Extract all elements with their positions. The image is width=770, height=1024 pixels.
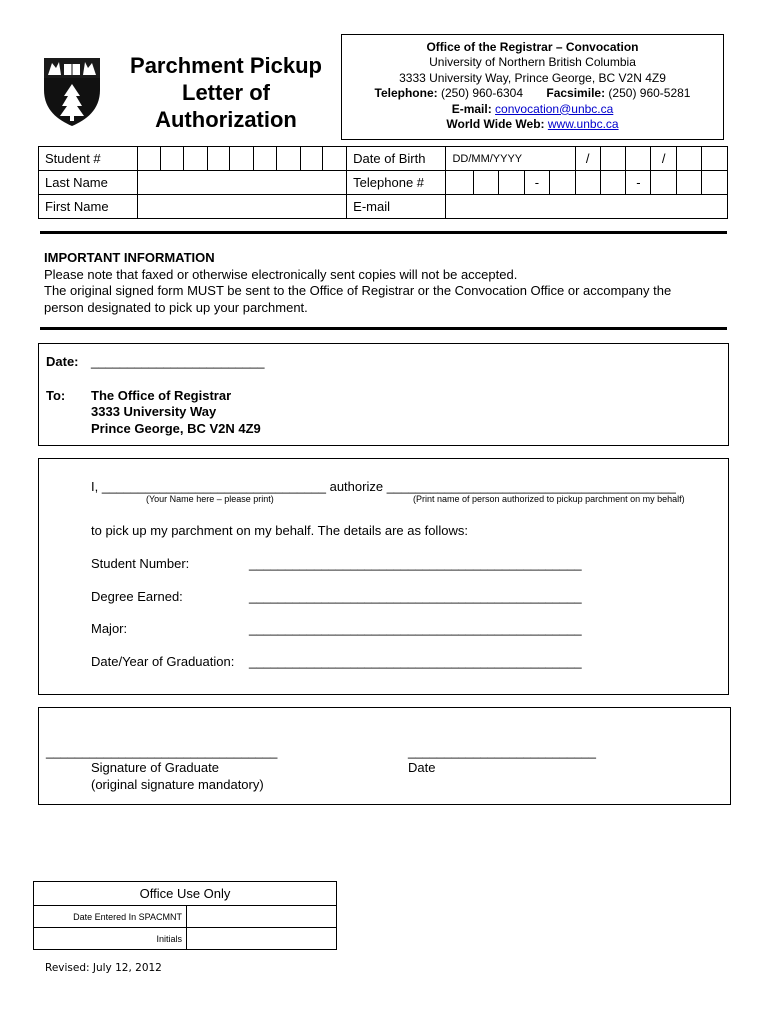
address-block bbox=[38, 343, 729, 446]
student-number-cell[interactable] bbox=[276, 147, 300, 171]
email-field-label: E-mail bbox=[347, 195, 446, 219]
dob-cell[interactable] bbox=[677, 147, 702, 171]
phone-separator: - bbox=[626, 171, 651, 195]
recipient-line: The Office of Registrar bbox=[91, 388, 232, 403]
student-number-cell[interactable] bbox=[138, 147, 161, 171]
signature-line[interactable]: ________________________________ bbox=[46, 744, 278, 759]
web-link[interactable]: www.unbc.ca bbox=[547, 117, 619, 132]
phone-cell[interactable] bbox=[499, 171, 525, 195]
last-name-label: Last Name bbox=[39, 171, 138, 195]
office-use-heading: Office Use Only bbox=[34, 882, 337, 906]
email-line bbox=[342, 102, 723, 117]
signature-block bbox=[38, 707, 731, 805]
dob-cell[interactable] bbox=[701, 147, 727, 171]
phone-separator: - bbox=[525, 171, 550, 195]
email-field[interactable] bbox=[446, 195, 728, 219]
signature-note: (original signature mandatory) bbox=[91, 777, 264, 792]
to-label: To: bbox=[46, 388, 66, 403]
fax-value: (250) 960-5281 bbox=[608, 86, 691, 101]
date-label: Date: bbox=[46, 354, 79, 369]
phone-cell[interactable] bbox=[701, 171, 727, 195]
recipient-line: Prince George, BC V2N 4Z9 bbox=[91, 421, 261, 436]
dob-format-hint[interactable]: DD/MM/YYYY bbox=[446, 147, 575, 171]
phone-cell[interactable] bbox=[651, 171, 677, 195]
student-number-detail-line[interactable]: ______________________________________________ bbox=[249, 556, 582, 571]
university-shield-icon bbox=[42, 56, 102, 128]
telephone-label: Telephone: bbox=[374, 86, 438, 101]
date-of-birth-label: Date of Birth bbox=[347, 147, 446, 171]
major-detail-label: Major: bbox=[91, 621, 128, 636]
graduation-detail-label: Date/Year of Graduation: bbox=[91, 654, 235, 669]
phone-cell[interactable] bbox=[600, 171, 626, 195]
important-line: person designated to pick up your parchment. bbox=[44, 299, 308, 315]
last-name-field[interactable] bbox=[138, 171, 347, 195]
first-name-label: First Name bbox=[39, 195, 138, 219]
authorize-text: authorize bbox=[325, 479, 387, 494]
student-number-cell[interactable] bbox=[230, 147, 254, 171]
office-use-table bbox=[33, 881, 337, 950]
initials-label: Initials bbox=[34, 928, 187, 950]
contact-info-box bbox=[341, 34, 724, 140]
degree-detail-label: Degree Earned: bbox=[91, 589, 183, 604]
title-line-2: Letter of bbox=[182, 80, 270, 105]
email-link[interactable]: convocation@unbc.ca bbox=[495, 101, 614, 116]
student-number-cell[interactable] bbox=[323, 147, 347, 171]
personal-info-grid bbox=[38, 146, 728, 219]
details-intro: to pick up my parchment on my behalf. The details are as follows: bbox=[91, 523, 468, 538]
authorization-sentence bbox=[91, 479, 676, 495]
page-title bbox=[112, 52, 340, 133]
i-prefix: I, bbox=[91, 479, 102, 494]
student-number-cell[interactable] bbox=[254, 147, 277, 171]
divider bbox=[40, 231, 727, 234]
important-line: The original signed form MUST be sent to the Office of Registrar or the Convocation Office or accompany the bbox=[44, 283, 672, 298]
dob-cell[interactable] bbox=[600, 147, 626, 171]
office-address: 3333 University Way, Prince George, BC V2N 4Z9 bbox=[399, 70, 666, 85]
authorization-block bbox=[38, 458, 729, 695]
important-information bbox=[44, 250, 724, 316]
university-name: University of Northern British Columbia bbox=[429, 55, 636, 70]
signature-date-line[interactable]: __________________________ bbox=[408, 744, 596, 759]
signature-label: Signature of Graduate bbox=[91, 760, 219, 775]
initials-field[interactable] bbox=[187, 928, 337, 950]
phone-cell[interactable] bbox=[474, 171, 499, 195]
telephone-label-field: Telephone # bbox=[347, 171, 446, 195]
phone-cell[interactable] bbox=[575, 171, 600, 195]
email-label: E-mail: bbox=[451, 101, 492, 116]
authorized-person-line[interactable]: ________________________________________ bbox=[386, 479, 676, 494]
date-entered-field[interactable] bbox=[187, 906, 337, 928]
web-line bbox=[342, 117, 723, 132]
signature-date-label: Date bbox=[408, 760, 436, 775]
graduation-detail-line[interactable]: ______________________________________________ bbox=[249, 654, 582, 669]
dob-separator: / bbox=[651, 147, 677, 171]
phone-cell[interactable] bbox=[446, 171, 474, 195]
student-number-cell[interactable] bbox=[183, 147, 207, 171]
phone-cell[interactable] bbox=[549, 171, 575, 195]
important-line: Please note that faxed or otherwise electronically sent copies will not be accepted. bbox=[44, 266, 518, 282]
student-number-label: Student # bbox=[39, 147, 138, 171]
your-name-hint: (Your Name here – please print) bbox=[146, 494, 274, 504]
revision-date: Revised: July 12, 2012 bbox=[45, 962, 162, 974]
first-name-field[interactable] bbox=[138, 195, 347, 219]
degree-detail-line[interactable]: ______________________________________________ bbox=[249, 589, 582, 604]
date-line[interactable]: ________________________ bbox=[91, 354, 265, 369]
student-number-cell[interactable] bbox=[161, 147, 184, 171]
student-number-detail-label: Student Number: bbox=[91, 556, 190, 571]
title-line-3: Authorization bbox=[155, 107, 297, 132]
phone-fax-line bbox=[342, 86, 723, 101]
dob-cell[interactable] bbox=[626, 147, 651, 171]
phone-cell[interactable] bbox=[677, 171, 702, 195]
divider bbox=[40, 327, 727, 330]
authorized-person-hint: (Print name of person authorized to pickup parchment on my behalf) bbox=[413, 494, 685, 504]
web-label: World Wide Web: bbox=[446, 117, 545, 132]
student-number-cell[interactable] bbox=[207, 147, 230, 171]
important-heading: IMPORTANT INFORMATION bbox=[44, 250, 215, 265]
title-line-1: Parchment Pickup bbox=[130, 53, 322, 78]
telephone-value: (250) 960-6304 bbox=[440, 86, 524, 101]
recipient-line: 3333 University Way bbox=[91, 404, 217, 419]
office-name: Office of the Registrar – Convocation bbox=[426, 40, 639, 54]
dob-separator: / bbox=[575, 147, 600, 171]
major-detail-line[interactable]: ______________________________________________ bbox=[249, 621, 582, 636]
date-entered-label: Date Entered In SPACMNT bbox=[34, 906, 187, 928]
student-number-cell[interactable] bbox=[300, 147, 323, 171]
your-name-line[interactable]: _______________________________ bbox=[101, 479, 326, 494]
fax-label: Facsimile: bbox=[546, 86, 606, 101]
